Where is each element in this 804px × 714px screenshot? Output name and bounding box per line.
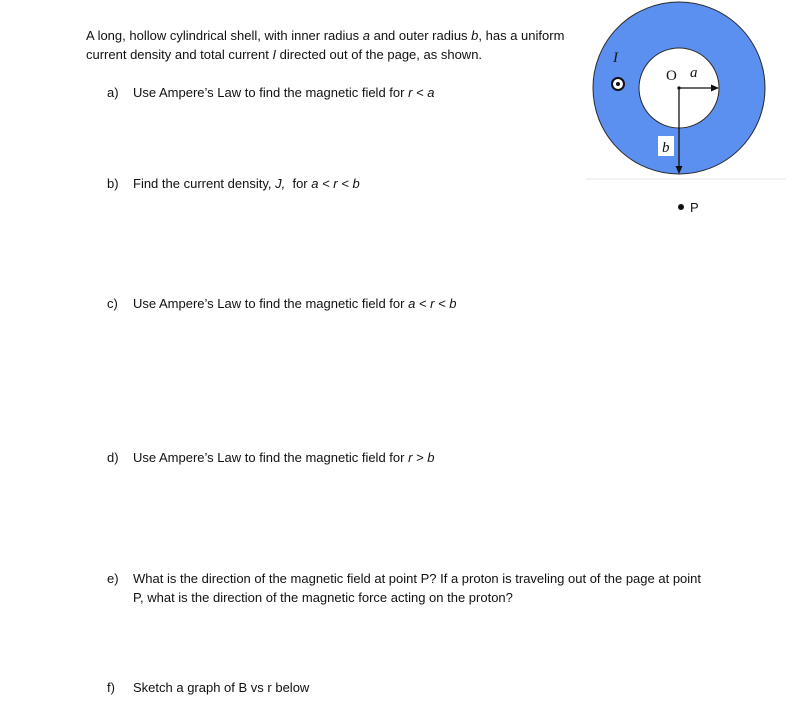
question-d: [107, 448, 434, 467]
var-b: b: [471, 28, 479, 43]
var-I: I: [272, 47, 277, 62]
label-I: I: [613, 50, 618, 66]
question-c-label: c): [107, 296, 118, 311]
problem-statement: [86, 26, 566, 64]
question-c-text: Use Ampere’s Law to find the magnetic field for: [133, 296, 409, 311]
current-out-of-page-dot: [616, 82, 620, 86]
question-d-text: Use Ampere’s Law to find the magnetic field for: [133, 450, 409, 465]
question-a-label: a): [107, 85, 119, 100]
question-a: [107, 83, 434, 102]
label-P: P: [690, 200, 699, 215]
point-P-marker: [678, 204, 684, 210]
question-b: [107, 174, 360, 193]
question-a-condition: r < a: [408, 85, 435, 100]
question-e: [107, 569, 713, 607]
question-f: [107, 678, 309, 697]
var-a: a: [362, 28, 370, 43]
label-a: a: [690, 65, 698, 81]
question-f-text: Sketch a graph of B vs r below: [133, 680, 310, 695]
label-b: b: [662, 140, 670, 156]
question-b-text: Find the current density,: [133, 176, 276, 191]
cylinder-cross-section-diagram: [586, 0, 804, 230]
intro-text-2: and outer radius: [369, 28, 472, 43]
intro-text-1: A long, hollow cylindrical shell, with inner radius: [86, 28, 363, 43]
question-e-label: e): [107, 571, 119, 586]
question-e-text: What is the direction of the magnetic field at point P? If a proton is traveling out of the page at point P, what is the direction of the magnetic force acting on the proton?: [133, 571, 702, 605]
label-O: O: [666, 68, 677, 84]
question-a-text: Use Ampere’s Law to find the magnetic field for: [133, 85, 409, 100]
intro-text-3: , has a uniform current density and total current: [86, 28, 565, 62]
question-d-label: d): [107, 450, 119, 465]
question-c-condition: a < r < b: [408, 296, 457, 311]
question-c: [107, 294, 457, 313]
intro-text-4: directed out of the page, as shown.: [276, 47, 483, 62]
question-b-var: J,: [275, 176, 286, 191]
question-b-condition: a < r < b: [311, 176, 360, 191]
question-d-condition: r > b: [408, 450, 435, 465]
question-b-mid: for: [285, 176, 312, 191]
question-b-label: b): [107, 176, 119, 191]
question-f-label: f): [107, 680, 115, 695]
